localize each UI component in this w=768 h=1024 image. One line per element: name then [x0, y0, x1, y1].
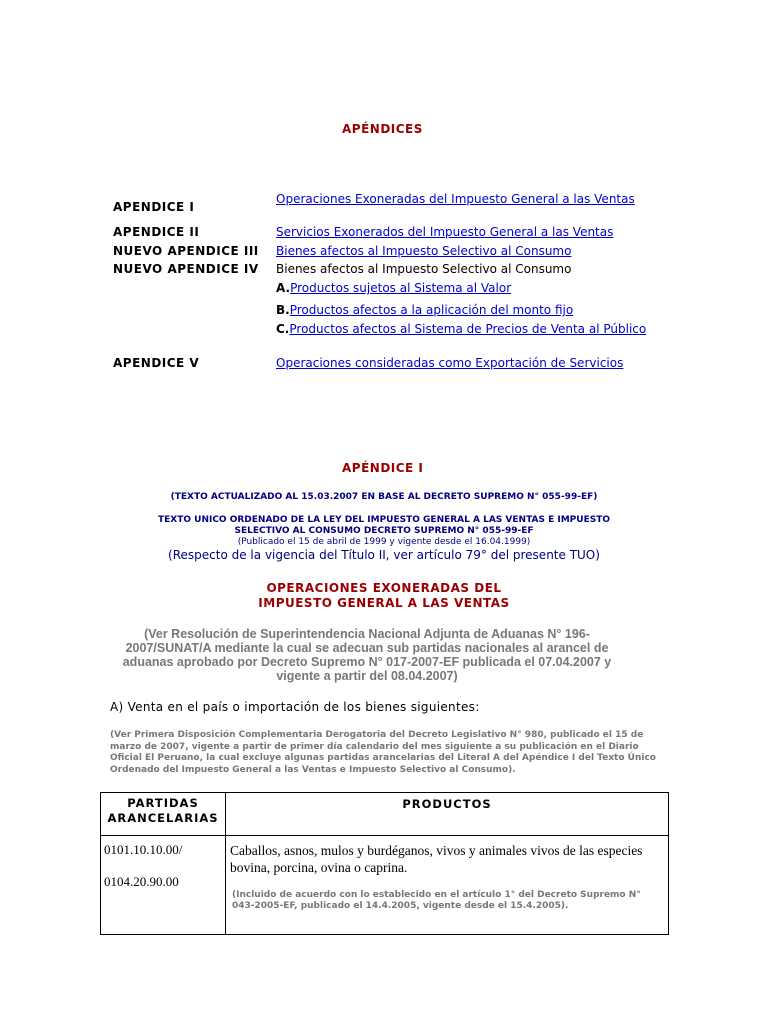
- header-productos: PRODUCTOS: [226, 793, 669, 836]
- producto-note: (Incluido de acuerdo con lo establecido en el artículo 1° del Decreto Supremo N° 043-2005-EF, publicado el 14.4.2005, vigente desde el 15.4.2005).: [232, 890, 641, 911]
- link-item-c[interactable]: Productos afectos al Sistema de Precios de Venta al Público: [289, 322, 647, 336]
- partida-1: 0101.10.10.00/: [104, 842, 183, 857]
- tuo-published: (Publicado el 15 de abril de 1999 y vigente desde el 16.04.1999): [237, 537, 531, 547]
- index-label-apendice-1: APENDICE I: [113, 200, 195, 214]
- item-b-prefix: B.: [276, 303, 290, 317]
- resolucion-note: (Ver Resolución de Superintendencia Nacional Adjunta de Aduanas N° 196-2007/SUNAT/A mediante la cual se adecuan sub partidas nacionales al arancel de aduanas aprobado por Decreto Supremo N° 017-2007-EF publicada el 07.04.2007 y vigente a partir del 08.04.2007): [122, 627, 612, 683]
- section-a-heading: A) Venta en el país o importación de los bienes siguientes:: [110, 700, 480, 714]
- apendice-4-item-c: [276, 322, 656, 337]
- operaciones-title-line-1: OPERACIONES EXONERADAS DEL: [266, 581, 502, 595]
- apendice-4-text: Bienes afectos al Impuesto Selectivo al Consumo: [276, 262, 572, 276]
- link-item-b[interactable]: Productos afectos a la aplicación del monto fijo: [289, 303, 574, 317]
- link-apendice-1[interactable]: Operaciones Exoneradas del Impuesto General a las Ventas: [276, 192, 635, 206]
- apendices-title: APÉNDICES: [342, 122, 423, 136]
- tuo-title-line-2: SELECTIVO AL CONSUMO DECRETO SUPREMO N° 055-99-EF: [234, 526, 534, 536]
- section-a-note: (Ver Primera Disposición Complementaria Derogatoria del Decreto Legislativo N° 980, publicado el 15 de marzo de 2007, vigente a partir de primer día calendario del mes siguiente a su publicación en el Diario Oficial El Peruano, la cual excluye algunas partidas arancelarias del Literal A del Apéndice I del Texto Único Ordenado del Impuesto General a las Ventas e Impuesto Selectivo al Consumo).: [110, 730, 656, 775]
- header-partidas: PARTIDAS ARANCELARIAS: [101, 793, 226, 836]
- link-apendice-2[interactable]: Servicios Exonerados del Impuesto General a las Ventas: [276, 225, 614, 239]
- index-label-apendice-2: APENDICE II: [113, 225, 200, 239]
- link-item-a[interactable]: Productos sujetos al Sistema al Valor: [290, 281, 512, 295]
- operaciones-title-line-2: IMPUESTO GENERAL A LAS VENTAS: [258, 596, 510, 610]
- index-label-apendice-5: APENDICE V: [113, 356, 200, 370]
- item-a-prefix: A.: [276, 281, 291, 295]
- apendice-4-item-a: [276, 281, 511, 296]
- producto-cell: [226, 836, 669, 935]
- link-apendice-5[interactable]: Operaciones consideradas como Exportación de Servicios: [276, 356, 624, 370]
- partidas-table: [100, 792, 669, 935]
- tuo-title-line-1: TEXTO UNICO ORDENADO DE LA LEY DEL IMPUESTO GENERAL A LAS VENTAS E IMPUESTO: [157, 515, 611, 525]
- table-row: [101, 836, 669, 935]
- apendice-1-title: APÉNDICE I: [342, 461, 424, 475]
- apendice-4-item-b: [276, 303, 573, 318]
- partida-cell: [101, 836, 226, 935]
- tuo-vigencia: (Respecto de la vigencia del Título II, ver artículo 79° del presente TUO): [168, 548, 600, 562]
- item-c-prefix: C.: [276, 322, 290, 336]
- table-header-row: [101, 793, 669, 836]
- index-label-apendice-4: NUEVO APENDICE IV: [113, 262, 259, 276]
- producto-description: Caballos, asnos, mulos y burdéganos, vivos y animales vivos de las especies bovina, porcina, ovina o caprina.: [230, 843, 643, 875]
- index-label-apendice-3: NUEVO APENDICE III: [113, 244, 259, 258]
- link-apendice-3[interactable]: Bienes afectos al Impuesto Selectivo al Consumo: [276, 244, 572, 258]
- apendice-1-subtitle: (TEXTO ACTUALIZADO AL 15.03.2007 EN BASE AL DECRETO SUPREMO N° 055-99-EF): [170, 492, 598, 502]
- partida-2: 0104.20.90.00: [104, 874, 179, 889]
